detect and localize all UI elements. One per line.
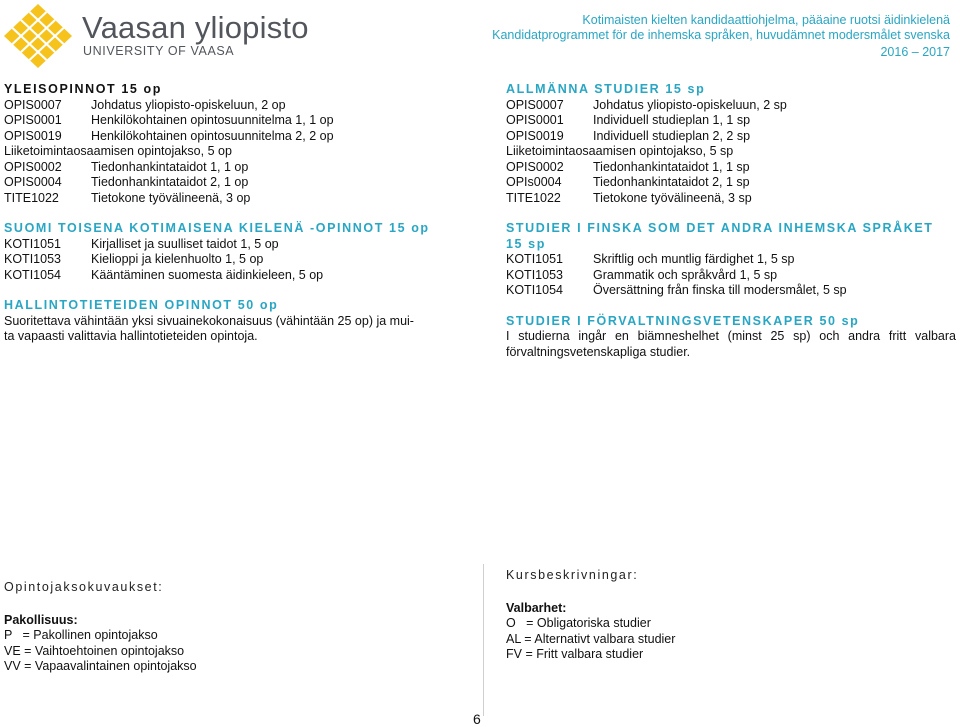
section-title: SUOMI TOISENA KOTIMAISENA KIELENÄ -OPINNOT 15 op — [4, 221, 430, 235]
course-line: Liiketoimintaosaamisen opintojakso, 5 sp — [506, 144, 734, 158]
legend-fi — [4, 580, 197, 675]
legend-title: Opintojaksokuvaukset: — [4, 580, 164, 594]
section-text: I studierna ingår en biämneshelhet (minst 25 sp) och andra fritt valbara förvaltningsvetenskapliga studier. — [506, 329, 956, 359]
course-row — [4, 129, 456, 145]
legend-line: FV = Fritt valbara studier — [506, 647, 644, 661]
right-column — [506, 82, 956, 375]
course-desc: Henkilökohtainen opintosuunnitelma 1, 1 op — [91, 113, 334, 127]
course-code: OPIS0001 — [4, 113, 62, 127]
section-title: HALLINTOTIETEIDEN OPINNOT 50 op — [4, 298, 279, 312]
course-desc: Individuell studieplan 2, 2 sp — [593, 128, 751, 143]
course-code: KOTI1054 — [506, 283, 563, 297]
brand-name: Vaasan yliopisto — [82, 10, 309, 45]
legend-line: VE = Vaihtoehtoinen opintojakso — [4, 643, 185, 658]
course-row — [506, 268, 956, 284]
left-column — [4, 82, 456, 360]
course-code: OPIS0019 — [4, 128, 62, 143]
course-code: OPIS0001 — [506, 113, 564, 127]
course-code: OPIS0019 — [506, 128, 564, 143]
course-desc: Johdatus yliopisto-opiskeluun, 2 sp — [593, 97, 787, 112]
course-row — [4, 252, 456, 268]
section-allmanna — [506, 82, 956, 206]
course-row — [506, 175, 956, 191]
brand-subtitle: UNIVERSITY OF VAASA — [83, 44, 235, 58]
course-code: OPIS0007 — [506, 97, 564, 112]
section-title-cont: 15 sp — [506, 236, 546, 251]
course-desc: Henkilökohtainen opintosuunnitelma 2, 2 op — [91, 128, 334, 143]
course-code: KOTI1053 — [4, 252, 61, 266]
legend-line: VV = Vapaavalintainen opintojakso — [4, 659, 197, 673]
course-row — [506, 160, 956, 176]
course-row — [4, 191, 456, 207]
course-row — [506, 191, 956, 207]
section-hallintotieteet — [4, 298, 456, 345]
course-row — [4, 160, 456, 176]
header-title-sv: Kandidatprogrammet för de inhemska språken, huvudämnet modersmålet svenska — [492, 28, 950, 42]
page-number: 6 — [473, 711, 481, 727]
course-row — [506, 98, 956, 114]
course-desc: Kielioppi ja kielenhuolto 1, 5 op — [91, 252, 264, 266]
section-title: ALLMÄNNA STUDIER 15 sp — [506, 82, 706, 96]
course-row — [506, 113, 956, 129]
course-desc: Tietokone työvälineenä, 3 sp — [593, 190, 752, 205]
course-row — [4, 268, 456, 284]
university-logo — [4, 4, 72, 68]
course-desc: Tiedonhankintataidot 1, 1 op — [91, 159, 249, 174]
course-code: OPIS0002 — [506, 159, 564, 174]
section-forvaltning — [506, 314, 956, 361]
section-finska — [506, 221, 956, 299]
section-suomi — [4, 221, 456, 283]
course-desc: Kirjalliset ja suulliset taidot 1, 5 op — [91, 236, 279, 251]
section-title: STUDIER I FÖRVALTNINGSVETENSKAPER 50 sp — [506, 313, 860, 328]
section-text-line: Suoritettava vähintään yksi sivuainekokonaisuus (vähintään 25 op) ja mui- — [4, 313, 414, 328]
course-desc: Översättning från finska till modersmålet, 5 sp — [593, 283, 847, 297]
course-code: OPIS0004 — [4, 175, 62, 189]
course-code: TITE1022 — [506, 190, 561, 205]
course-code: TITE1022 — [4, 190, 59, 205]
legend-subtitle: Pakollisuus: — [4, 612, 78, 627]
section-yleisopinnot — [4, 82, 456, 206]
legend-title: Kursbeskrivningar: — [506, 568, 639, 582]
course-code: KOTI1051 — [506, 252, 563, 266]
course-code: OPIS0007 — [4, 97, 62, 112]
course-row — [4, 98, 456, 114]
course-code: OPIS0002 — [4, 159, 62, 174]
legend-line: AL = Alternativt valbara studier — [506, 631, 676, 646]
course-line: Liiketoimintaosaamisen opintojakso, 5 op — [4, 144, 232, 158]
course-code: KOTI1053 — [506, 267, 563, 282]
column-divider — [483, 564, 484, 716]
course-desc: Tiedonhankintataidot 1, 1 sp — [593, 159, 750, 174]
course-desc: Tiedonhankintataidot 2, 1 op — [91, 175, 249, 189]
header-title-fi: Kotimaisten kielten kandidaattiohjelma, pääaine ruotsi äidinkielenä — [582, 13, 950, 27]
course-row — [4, 113, 456, 129]
course-row — [4, 237, 456, 253]
course-row — [506, 129, 956, 145]
section-text-line: ta vapaasti valittavia hallintotieteiden opintoja. — [4, 329, 258, 343]
legend-line: O = Obligatoriska studier — [506, 616, 651, 630]
section-title: YLEISOPINNOT 15 op — [4, 82, 162, 96]
course-row — [506, 283, 956, 299]
legend-subtitle: Valbarhet: — [506, 600, 567, 615]
legend-sv — [506, 568, 675, 663]
course-desc: Johdatus yliopisto-opiskeluun, 2 op — [91, 97, 286, 112]
course-desc: Kääntäminen suomesta äidinkieleen, 5 op — [91, 267, 324, 282]
course-desc: Tietokone työvälineenä, 3 op — [91, 190, 251, 205]
course-desc: Tiedonhankintataidot 2, 1 sp — [593, 175, 750, 189]
legend-line: P = Pakollinen opintojakso — [4, 628, 158, 642]
course-code: KOTI1051 — [4, 236, 61, 251]
section-title: STUDIER I FINSKA SOM DET ANDRA INHEMSKA SPRÅKET — [506, 221, 934, 235]
course-row — [506, 252, 956, 268]
course-desc: Skriftlig och muntlig färdighet 1, 5 sp — [593, 252, 795, 266]
course-desc: Individuell studieplan 1, 1 sp — [593, 113, 751, 127]
header-years: 2016 – 2017 — [880, 45, 950, 59]
course-row — [4, 175, 456, 191]
course-code: OPIs0004 — [506, 175, 562, 189]
course-code: KOTI1054 — [4, 267, 61, 282]
course-desc: Grammatik och språkvård 1, 5 sp — [593, 267, 778, 282]
